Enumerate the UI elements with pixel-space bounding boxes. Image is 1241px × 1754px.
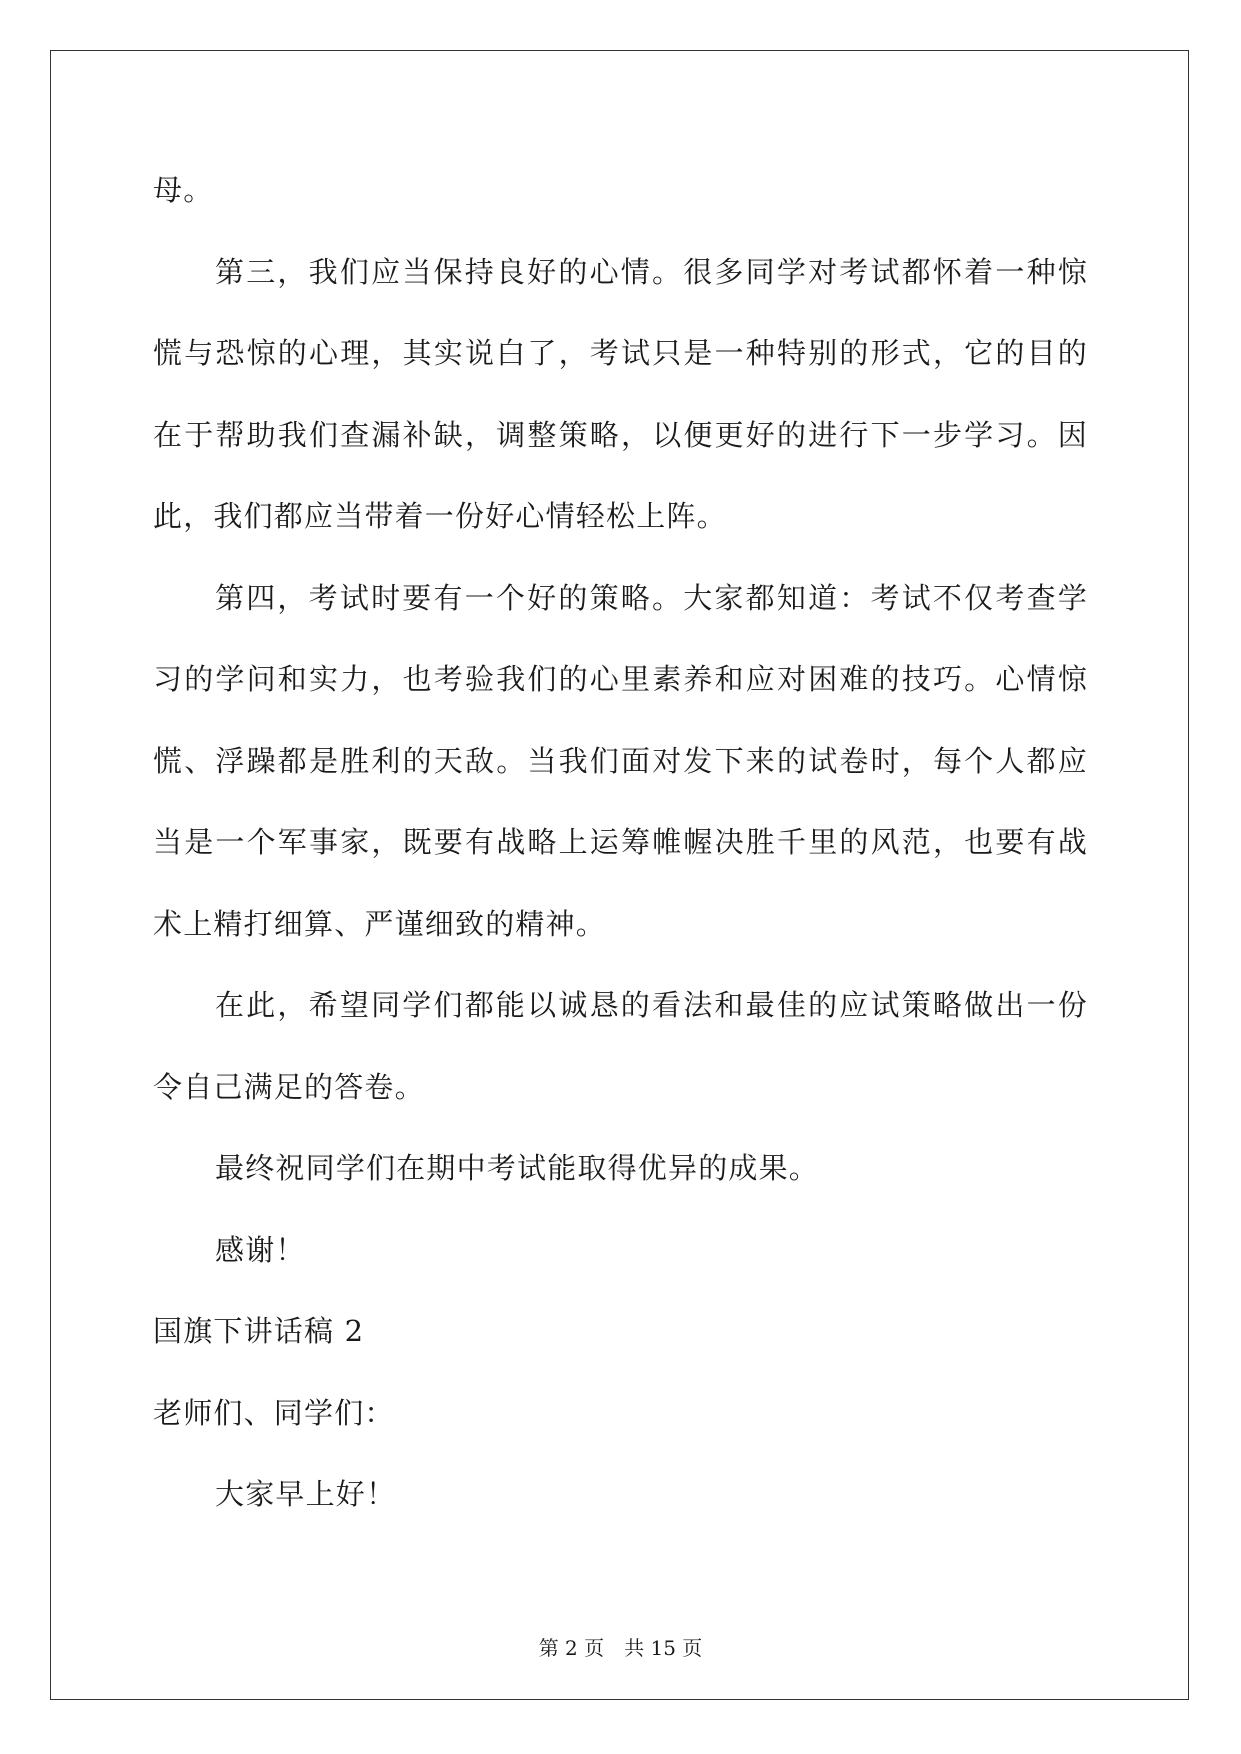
paragraph: 第四，考试时要有一个好的策略。大家都知道：考试不仅考查学习的学问和实力，也考验我们的心里素养和应对困难的技巧。心情惊慌、浮躁都是胜利的天敌。当我们面对发下来的试卷时，每个人都应当是一个军事家，既要有战略上运筹帷幄决胜千里的风范，也要有战术上精打细算、严谨细致的精神。 (153, 580, 1088, 941)
page-number: 第 2 页 共 15 页 (538, 1636, 703, 1660)
greeting: 大家早上好！ (215, 1477, 397, 1511)
paragraph: 第三，我们应当保持良好的心情。很多同学对考试都怀着一种惊慌与恐惊的心理，其实说白了，考试只是一种特别的形式，它的目的在于帮助我们查漏补缺，调整策略，以便更好的进行下一步学习。因此，我们都应当带着一份好心情轻松上阵。 (153, 254, 1088, 533)
document-body (153, 150, 1088, 1536)
paragraph: 母。 (153, 173, 214, 207)
section-heading: 国旗下讲话稿 2 (153, 1314, 365, 1348)
salutation: 老师们、同学们： (153, 1395, 395, 1430)
paragraph: 在此，希望同学们都能以诚恳的看法和最佳的应试策略做出一份令自己满足的答卷。 (153, 988, 1088, 1104)
paragraph: 最终祝同学们在期中考试能取得优异的成果。 (215, 1151, 820, 1185)
paragraph: 感谢！ (215, 1232, 306, 1267)
